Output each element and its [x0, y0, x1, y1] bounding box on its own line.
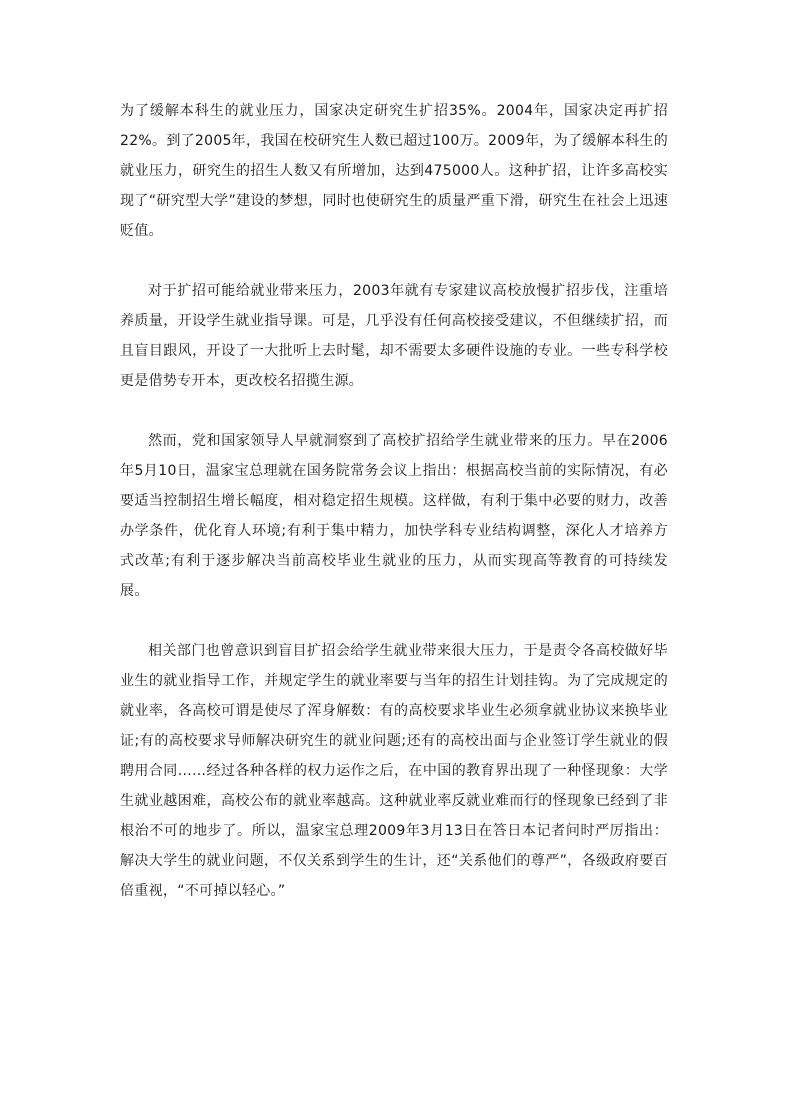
paragraph-1: 为了缓解本科生的就业压力，国家决定研究生扩招35%。2004年，国家决定再扩招22%。到了2005年，我国在校研究生人数已超过100万。2009年，为了缓解本科生的就业压力，研究生的招生人数又有所增加，达到475000人。这种扩招，让许多高校实现了“研究型大学”建设的梦想，同时也使研究生的质量严重下滑，研究生在社会上迅速贬值。 [120, 103, 668, 239]
paragraph-3: 然而，党和国家领导人早就洞察到了高校扩招给学生就业带来的压力。早在2006年5月10日，温家宝总理就在国务院常务会议上指出：根据高校当前的实际情况，有必要适当控制招生增长幅度，相对稳定招生规模。这样做，有利于集中必要的财力，改善办学条件，优化育人环境;有利于集中精力，加快学科专业结构调整，深化人才培养方式改革;有利于逐步解决当前高校毕业生就业的压力，从而实现高等教育的可持续发展。 [120, 433, 668, 599]
document-body [120, 96, 668, 936]
paragraph-4: 相关部门也曾意识到盲目扩招会给学生就业带来很大压力，于是责令各高校做好毕业生的就业指导工作，并规定学生的就业率要与当年的招生计划挂钩。为了完成规定的就业率，各高校可谓是使尽了浑身解数：有的高校要求毕业生必须拿就业协议来换毕业证;有的高校要求导师解决研究生的就业问题;还有的高校出面与企业签订学生就业的假聘用合同……经过各种各样的权力运作之后，在中国的教育界出现了一种怪现象：大学生就业越困难，高校公布的就业率越高。这种就业率反就业难而行的怪现象已经到了非根治不可的地步了。所以，温家宝总理2009年3月13日在答日本记者问时严厉指出：解决大学生的就业问题，不仅关系到学生的生计，还“关系他们的尊严”，各级政府要百倍重视，“不可掉以轻心。” [120, 643, 668, 899]
paragraph-2: 对于扩招可能给就业带来压力，2003年就有专家建议高校放慢扩招步伐，注重培养质量，开设学生就业指导课。可是，几乎没有任何高校接受建议，不但继续扩招，而且盲目跟风，开设了一大批听上去时髦，却不需要太多硬件设施的专业。一些专科学校更是借势专开本，更改校名招揽生源。 [120, 283, 668, 389]
